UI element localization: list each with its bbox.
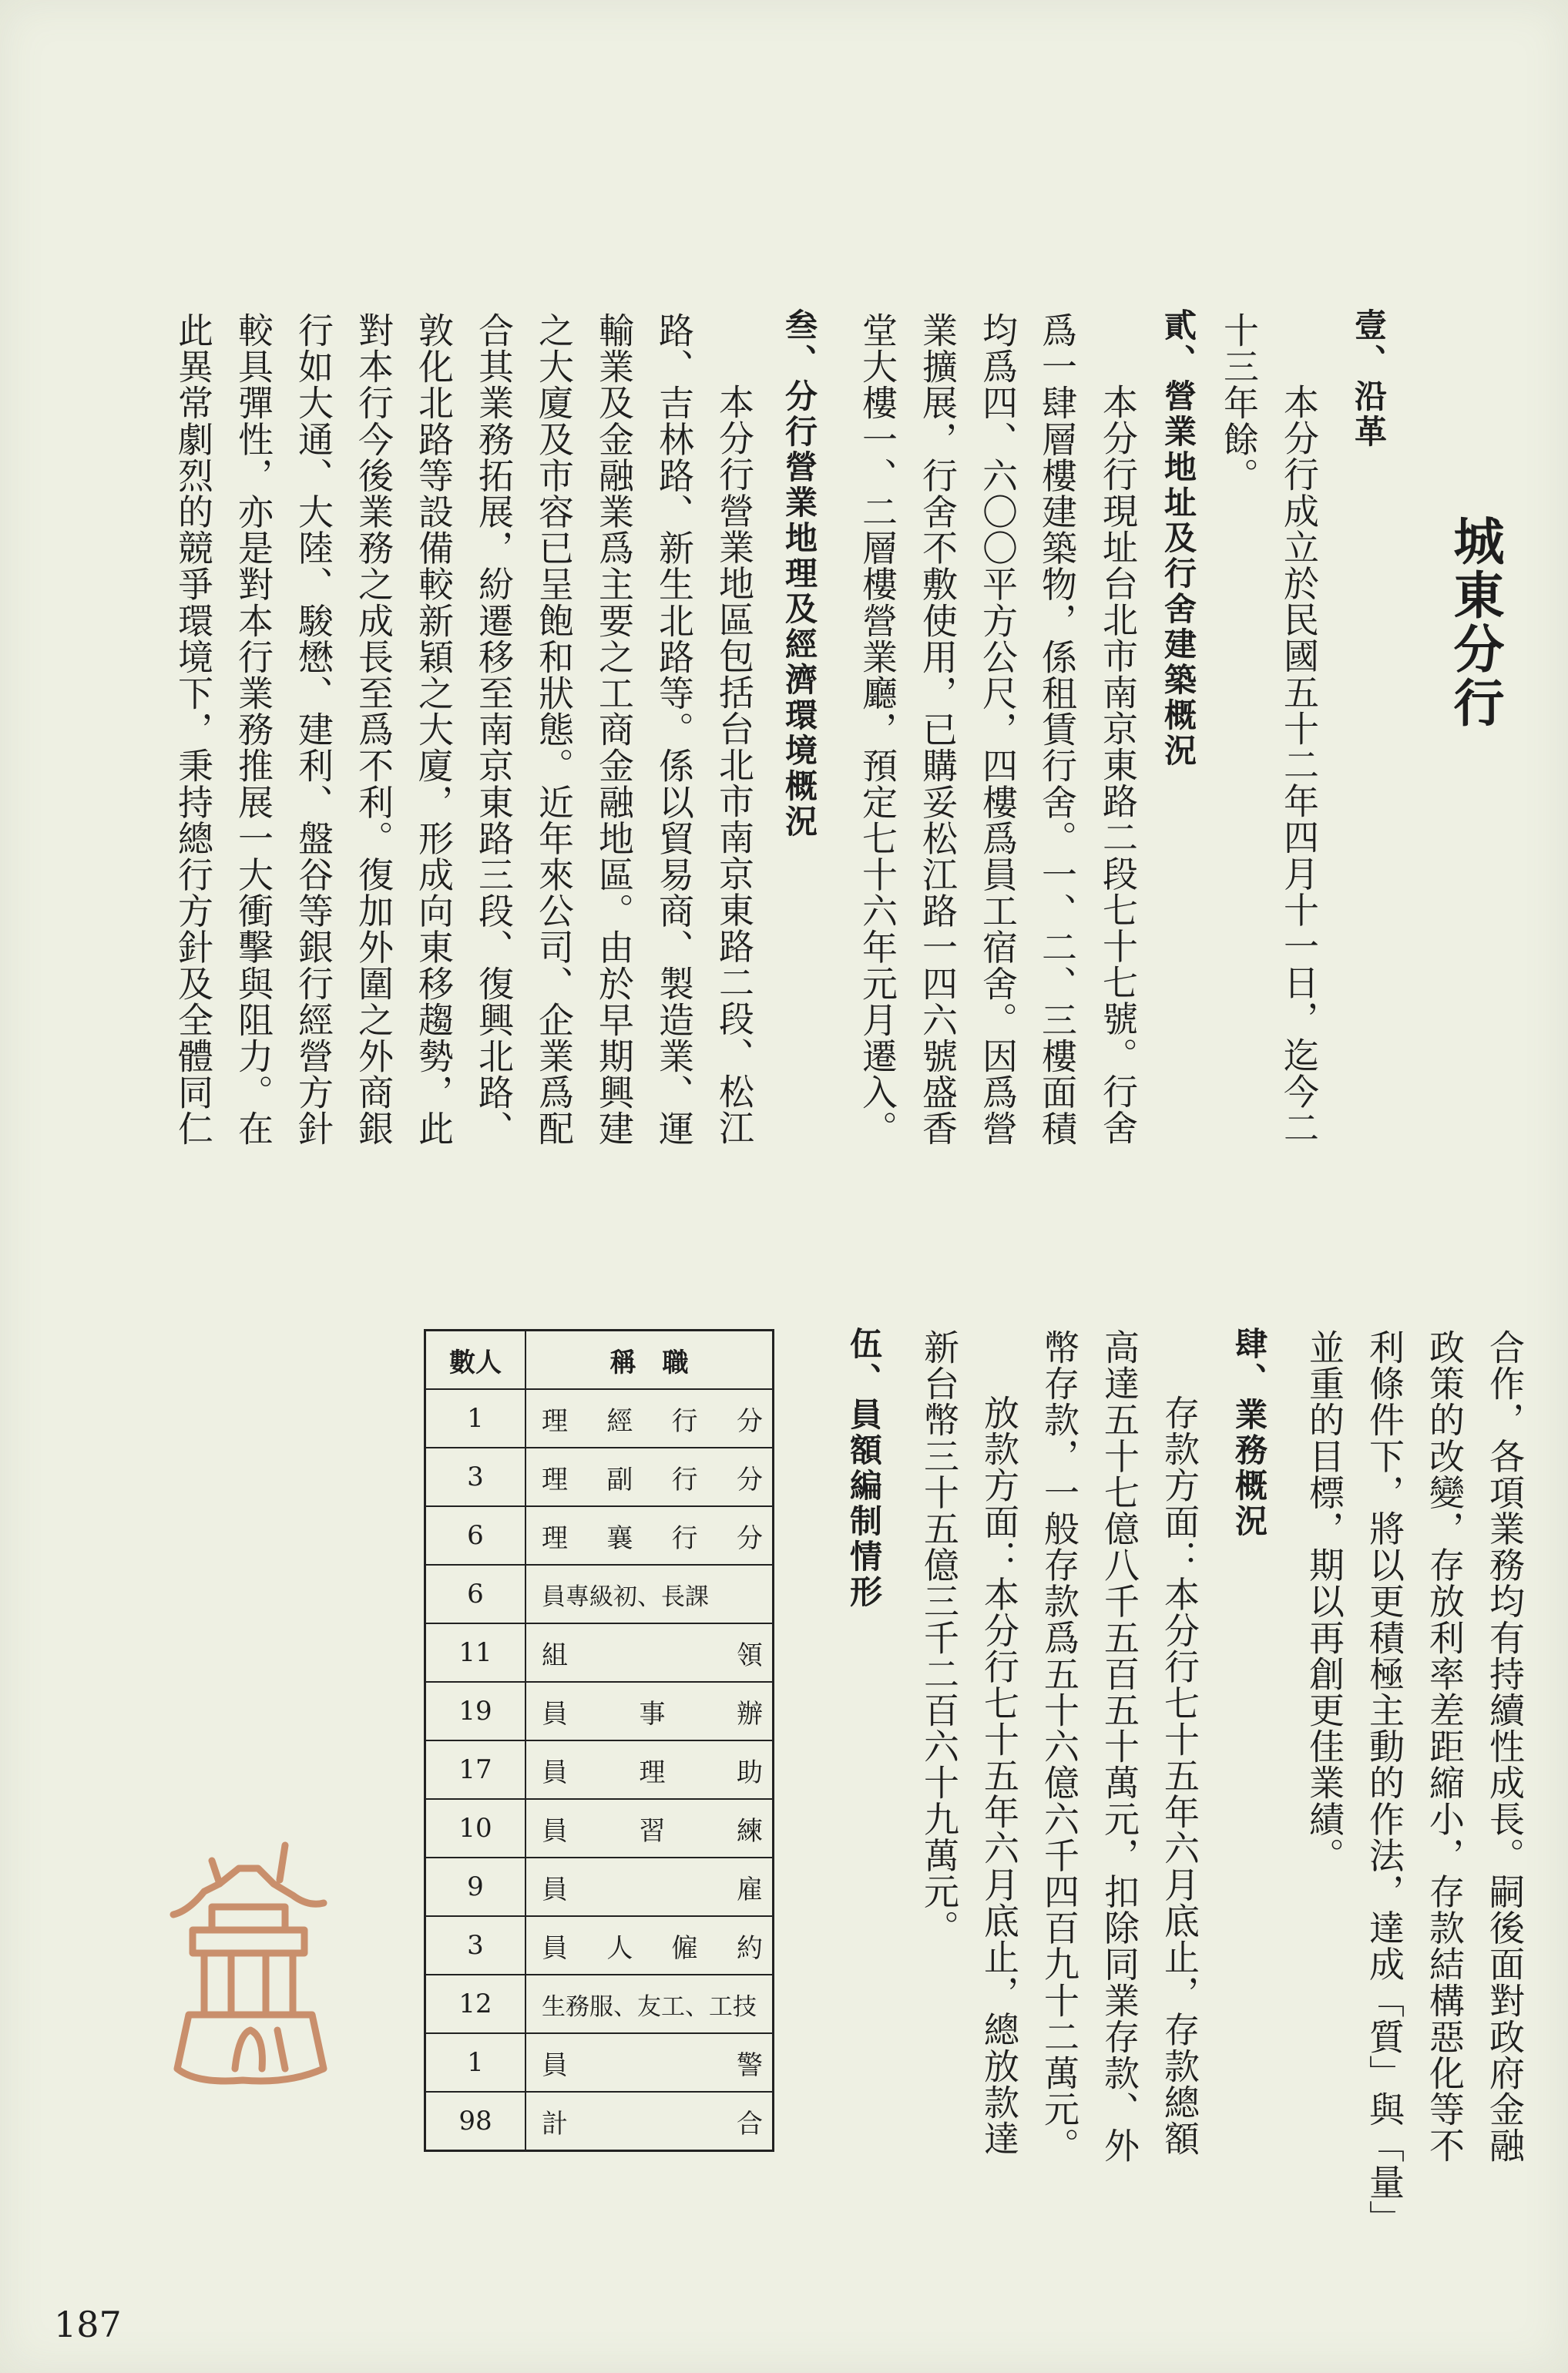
staff-count: 12	[425, 1975, 526, 2033]
title-char: 襄	[606, 1522, 633, 1554]
spread-text	[542, 1751, 763, 1789]
title-char: 分	[736, 1464, 763, 1495]
history-line-1: 本分行成立於民國五十二年四月十一日，迄今二	[1278, 384, 1320, 1146]
title-char: 分	[736, 1405, 763, 1437]
table-row	[425, 1623, 774, 1682]
section-heading-staffing: 伍、員額編制情形	[845, 1327, 883, 1610]
table-row	[425, 1975, 774, 2033]
staff-table	[424, 1329, 774, 2152]
business-line-4: 放款方面：本分行七十五年六月底止，總放款達	[979, 1395, 1020, 2157]
spread-text	[542, 1927, 763, 1965]
spread-text	[542, 1458, 763, 1496]
staff-title	[525, 1389, 774, 1448]
spread-text	[542, 1400, 763, 1438]
staff-title	[525, 1448, 774, 1506]
staff-count: 17	[425, 1740, 526, 1799]
business-line-1: 存款方面：本分行七十五年六月底止，存款總額	[1159, 1395, 1200, 2157]
table-row	[425, 1916, 774, 1975]
environment-cont-line-3: 利條件下，將以更積極主動的作法，達成「質」與「量」	[1364, 1329, 1405, 2237]
title-char: 員	[542, 1874, 568, 1905]
spread-text	[542, 2044, 763, 2082]
title-char: 行	[671, 1522, 698, 1554]
spread-text	[542, 1634, 763, 1672]
premises-line-3: 均爲四、六〇〇平方公尺，四樓爲員工宿舍。因爲營	[977, 312, 1019, 1147]
table-row	[425, 2092, 774, 2151]
history-line-2: 十三年餘。	[1218, 312, 1260, 494]
staff-count: 19	[425, 1682, 526, 1740]
title-char: 分	[736, 1522, 763, 1554]
column-header-title: 稱 職	[525, 1331, 774, 1390]
plain-text: 員專級初、長課	[542, 1583, 709, 1611]
title-char: 練	[737, 1815, 763, 1847]
title-char: 僱	[671, 1932, 698, 1964]
environment-line-5: 合其業務拓展，紛遷移至南京東路三段、復興北路、	[473, 312, 515, 1147]
staff-count: 1	[425, 1389, 526, 1448]
spread-text	[542, 1517, 763, 1555]
title-char: 理	[542, 1464, 568, 1495]
staff-title	[525, 1799, 774, 1858]
title-char: 領	[737, 1640, 763, 1671]
section-heading-environment: 叁、分行營業地理及經濟環境概況	[781, 308, 818, 840]
staff-title	[525, 1858, 774, 1916]
page-number: 187	[54, 2304, 122, 2345]
staff-title	[525, 1916, 774, 1975]
spread-text	[542, 2103, 763, 2140]
environment-line-10: 此異常劇烈的競爭環境下，秉持總行方針及全體同仁	[173, 312, 214, 1147]
environment-cont-line-4: 並重的目標，期以再創更佳業績。	[1304, 1329, 1345, 1874]
title-char: 約	[736, 1932, 763, 1964]
title-char: 經	[606, 1405, 633, 1437]
title-char: 員	[542, 1757, 568, 1788]
title-char: 警	[737, 2049, 763, 2081]
title-char: 合	[737, 2108, 763, 2140]
table-row	[425, 1506, 774, 1565]
plain-text: 生務服、友工、工技	[542, 1992, 757, 2021]
page-title: 城東分行	[1445, 515, 1504, 730]
spread-text	[542, 1693, 763, 1730]
pavilion-stamp-icon	[158, 1838, 335, 2099]
staff-title	[525, 2033, 774, 2092]
business-line-5: 新台幣三十五億三千二百六十九萬元。	[918, 1329, 960, 1946]
title-char: 員	[542, 1932, 568, 1964]
table-row	[425, 1389, 774, 1448]
title-char: 理	[542, 1522, 568, 1554]
table-row	[425, 2033, 774, 2092]
title-char: 助	[737, 1757, 763, 1788]
environment-line-4: 之大廈及市容已呈飽和狀態。近年來公司、企業爲配	[533, 312, 575, 1147]
environment-cont-line-2: 政策的改變，存放利率差距縮小，存款結構惡化等不	[1424, 1329, 1466, 2164]
table-row	[425, 1858, 774, 1916]
environment-line-6: 敦化北路等設備較新穎之大廈，形成向東移趨勢，此	[413, 312, 455, 1147]
table-row	[425, 1565, 774, 1623]
environment-line-3: 輸業及金融業爲主要之工商金融地區。由於早期興建	[593, 312, 635, 1147]
title-char: 員	[542, 1815, 568, 1847]
table-header-row	[425, 1331, 774, 1390]
premises-line-4: 業擴展，行舍不敷使用，已購妥松江路一四六號盛香	[917, 312, 959, 1147]
staff-title	[525, 1975, 774, 2033]
table-row	[425, 1799, 774, 1858]
title-char: 副	[606, 1464, 633, 1495]
staff-count: 9	[425, 1858, 526, 1916]
business-line-2: 高達五十七億八千五百五十萬元，扣除同業存款、外	[1099, 1329, 1140, 2164]
spread-text	[542, 1868, 763, 1906]
title-char: 習	[639, 1815, 666, 1847]
staff-count: 10	[425, 1799, 526, 1858]
title-char: 事	[639, 1698, 666, 1730]
environment-line-1: 本分行營業地區包括台北市南京東路二段、松江	[713, 384, 755, 1146]
column-header-count: 數人	[425, 1331, 526, 1390]
table-row	[425, 1740, 774, 1799]
environment-line-9: 較具彈性，亦是對本行業務推展一大衝擊與阻力。在	[233, 312, 274, 1147]
staff-title	[525, 1565, 774, 1623]
staff-title	[525, 2092, 774, 2151]
environment-cont-line-1: 合作，各項業務均有持續性成長。嗣後面對政府金融	[1484, 1329, 1526, 2164]
staff-count: 1	[425, 2033, 526, 2092]
premises-line-5: 堂大樓一、二層樓營業廳，預定七十六年元月遷入。	[857, 312, 898, 1147]
staff-title	[525, 1682, 774, 1740]
section-heading-premises: 貳、營業地址及行舍建築概況	[1160, 308, 1197, 769]
environment-line-7: 對本行今後業務之成長至爲不利。復加外圍之外商銀	[353, 312, 395, 1147]
title-char: 人	[606, 1932, 633, 1964]
staff-count: 3	[425, 1916, 526, 1975]
title-char: 行	[671, 1464, 698, 1495]
staff-count: 6	[425, 1506, 526, 1565]
title-char: 員	[542, 2049, 568, 2081]
premises-line-2: 爲一肆層樓建築物，係租賃行舍。一、二、三樓面積	[1036, 312, 1078, 1147]
title-char: 組	[542, 1640, 568, 1671]
staff-count: 3	[425, 1448, 526, 1506]
title-char: 計	[542, 2108, 568, 2140]
staff-count: 6	[425, 1565, 526, 1623]
environment-line-2: 路、吉林路、新生北路等。係以貿易商、製造業、運	[653, 312, 695, 1147]
staff-title	[525, 1623, 774, 1682]
title-char: 行	[671, 1405, 698, 1437]
title-char: 理	[639, 1757, 666, 1788]
premises-line-1: 本分行現址台北市南京東路二段七十七號。行舍	[1097, 384, 1139, 1146]
staff-count: 11	[425, 1623, 526, 1682]
title-char: 雇	[737, 1874, 763, 1905]
staff-title	[525, 1506, 774, 1565]
table-row	[425, 1448, 774, 1506]
title-char: 理	[542, 1405, 568, 1437]
title-char: 辦	[737, 1698, 763, 1730]
spread-text	[542, 1810, 763, 1848]
title-char: 員	[542, 1698, 568, 1730]
section-heading-history: 壹、沿革	[1350, 308, 1388, 450]
table-row	[425, 1682, 774, 1740]
staff-count: 98	[425, 2092, 526, 2151]
environment-line-8: 行如大通、大陸、駿懋、建利、盤谷等銀行經營方針	[293, 312, 334, 1147]
section-heading-business: 肆、業務概況	[1231, 1327, 1268, 1539]
staff-title	[525, 1740, 774, 1799]
business-line-3: 幣存款，一般存款爲五十六億六千四百九十二萬元。	[1039, 1329, 1080, 2164]
